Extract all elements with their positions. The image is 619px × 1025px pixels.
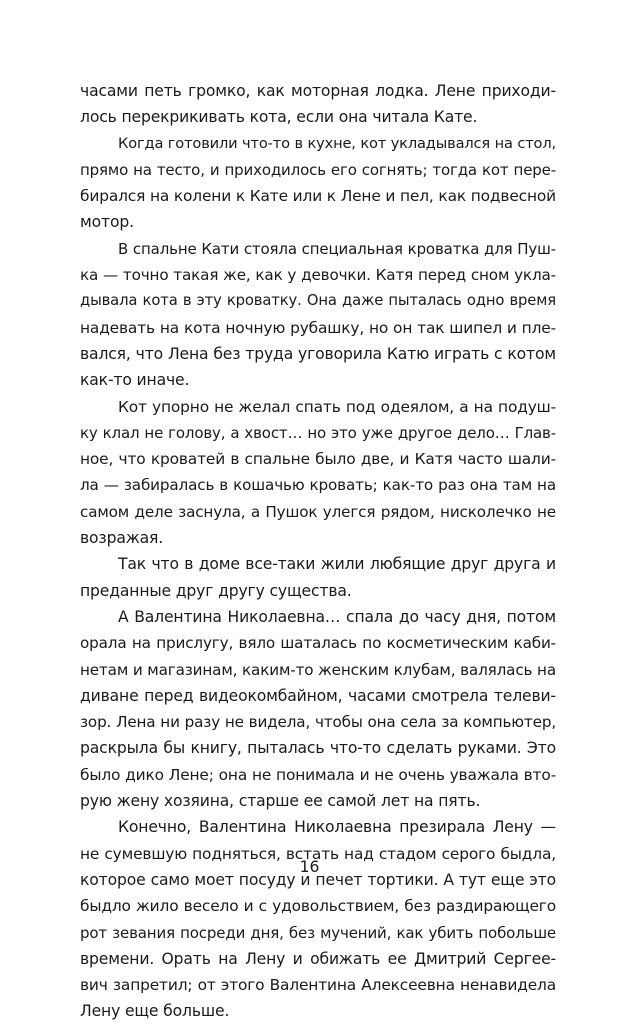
text-line: преданные друг другу существа. <box>80 581 352 600</box>
text-line: бирался на колени к Кате или к Лене и пел, как подвесной <box>80 187 556 206</box>
text-line: мотор. <box>80 213 134 232</box>
text-line: раскрыла бы книгу, пыталась что-то сделать руками. Это <box>80 739 556 758</box>
text-line: А Валентина Николаевна… спала до часу дня, потом <box>118 607 556 626</box>
text-line: лось перекрикивать кота, если она читала Кате. <box>80 108 478 127</box>
text-line: надевать на кота ночную рубашку, но он так шипел и пле- <box>80 318 556 337</box>
text-line: которое само моет посуду и печет тортики. А тут еще это <box>80 870 556 889</box>
text-line: было дико Лене; она не понимала и не очень уважала вто- <box>80 765 556 784</box>
text-line: Когда готовили что-то в кухне, кот укладывался на стол, <box>118 134 556 152</box>
text-line: ла — забиралась в кошачью кровать; как-то раз она там на <box>80 476 556 495</box>
text-line: рот зевания посреди дня, без мучений, как убить побольше <box>80 923 556 942</box>
text-line: часами петь громко, как моторная лодка. Лене приходи- <box>80 82 556 100</box>
text-line: рую жену хозяина, старше ее самой лет на пять. <box>80 792 481 811</box>
text-line: диване перед видеокомбайном, часами смотрела телеви- <box>80 686 556 705</box>
text-line: самом деле заснула, а Пушок улегся рядом, нисколечко не <box>80 502 556 521</box>
text-line: Лену еще больше. <box>80 1002 230 1021</box>
text-line: времени. Орать на Лену и обижать ее Дмитрий Сергее- <box>80 949 556 968</box>
text-line: быдло жило весело и с удовольствием, без раздирающего <box>80 897 556 916</box>
text-line: как-то иначе. <box>80 371 190 390</box>
text-line: не сумевшую подняться, встать над стадом серого быдла, <box>80 844 556 863</box>
text-line: ка — точно такая же, как у девочки. Катя перед сном укла- <box>80 266 556 285</box>
text-line: орала на прислугу, вяло шаталась по косметическим каби- <box>80 634 556 653</box>
text-line: ку клал не голову, а хвост… но это уже другое дело… Глав- <box>80 423 556 442</box>
text-line: прямо на тесто, и приходилось его согнять; тогда кот пере- <box>80 160 556 179</box>
text-line: ное, что кроватей в спальне было две, и Катя часто шали- <box>80 450 556 469</box>
text-line: вался, что Лена без труда уговорила Катю играть с котом <box>80 344 556 363</box>
text-line: нетам и магазинам, каким-то женским клубам, валялась на <box>80 660 556 679</box>
text-line: вич запретил; от этого Валентина Алексеевна ненавидела <box>80 976 556 995</box>
text-line: зор. Лена ни разу не видела, чтобы она села за компьютер, <box>80 713 556 732</box>
text-line: дывала кота в эту кроватку. Она даже пыталась одно время <box>80 292 556 310</box>
text-line: Конечно, Валентина Николаевна презирала Лену — <box>118 818 556 837</box>
page-number: 16 <box>299 858 320 876</box>
text-line: Так что в доме все-таки жили любящие друг друга и <box>118 555 556 574</box>
text-line: В спальне Кати стояла специальная кроватка для Пуш- <box>118 239 556 258</box>
body-text <box>80 78 556 1025</box>
text-line: возражая. <box>80 529 164 548</box>
text-line: Кот упорно не желал спать под одеялом, а на подуш- <box>118 397 556 416</box>
